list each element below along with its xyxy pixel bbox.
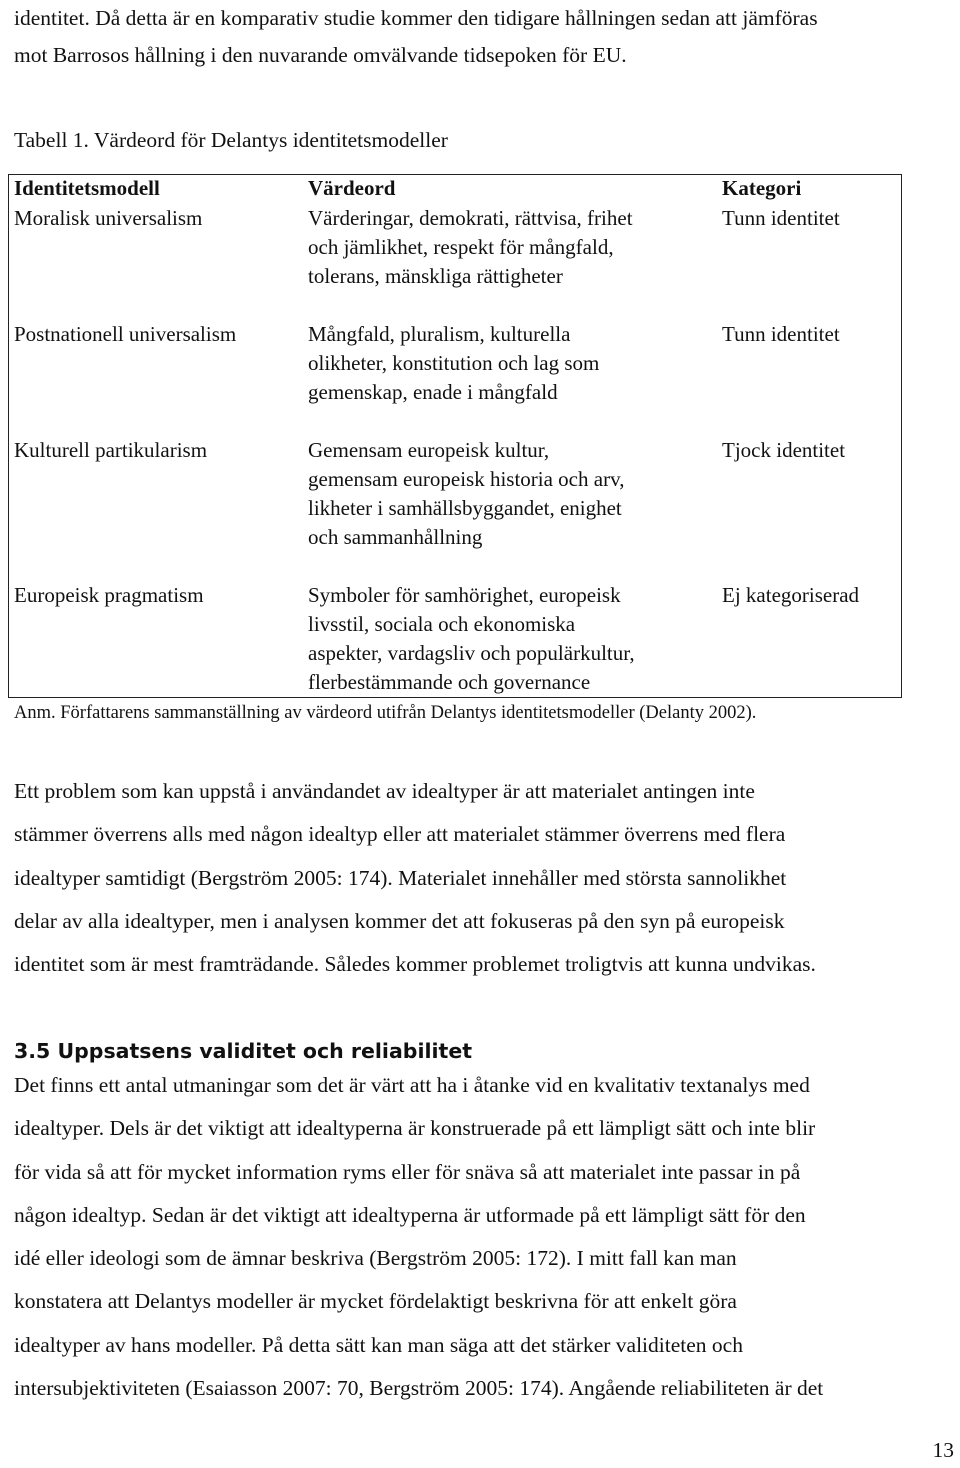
identity-models-table [8,174,902,697]
cell-model: Kulturell partikularism [14,438,208,462]
text-line: identitet. Då detta är en komparativ studie kommer den tidigare hållningen sedan att jämföras [14,6,818,30]
header-identitetsmodell: Identitetsmodell [14,176,160,200]
text-line: intersubjektiviteten (Esaiasson 2007: 70, Bergström 2005: 174). Angående reliabiliteten är det [14,1376,824,1401]
table-caption: Tabell 1. Värdeord för Delantys identitetsmodeller [14,128,448,152]
body-paragraph [14,1064,954,1410]
intro-paragraph [14,0,954,74]
text-line: Ett problem som kan uppstå i användandet av idealtyper är att materialet antingen inte [14,779,755,803]
header-kategori: Kategori [722,176,802,200]
table-row [8,320,902,436]
cell-values [302,581,712,697]
values-text: Mångfald, pluralism, kulturella olikheter, konstitution och lag som gemenskap, enade i mångfald [308,322,600,404]
section-heading: 3.5 Uppsatsens validitet och reliabilitet [14,1039,473,1063]
cell-values [302,320,712,436]
cell-category: Tjock identitet [722,438,846,462]
text-line: mot Barrosos hållning i den nuvarande omvälvande tidsepoken för EU. [14,43,627,67]
text-line: Det finns ett antal utmaningar som det är värt att ha i åtanke vid en kvalitativ textanalys med [14,1073,810,1097]
text-line: idealtyper. Dels är det viktigt att idealtyperna är konstruerade på ett lämpligt sätt och inte blir [14,1116,816,1141]
body-paragraph [14,770,954,986]
cell-values [302,436,712,581]
table-row [8,204,902,320]
text-line: för vida så att för mycket information ryms eller för snäva så att materialet inte passar in på [14,1159,801,1184]
cell-model: Moralisk universalism [14,206,203,230]
text-line: delar av alla idealtyper, men i analysen kommer det att fokuseras på den syn på europeisk [14,908,785,933]
text-line: idealtyper samtidigt (Bergström 2005: 174). Materialet innehåller med största sannolikhet [14,865,787,890]
table-header-row [8,174,902,204]
text-line: idé eller ideologi som de ämnar beskriva (Bergström 2005: 172). I mitt fall kan man [14,1246,737,1271]
table-note: Anm. Författarens sammanställning av värdeord utifrån Delantys identitetsmodeller (Delanty 2002). [14,703,757,723]
table-row [8,581,902,697]
cell-category: Tunn identitet [722,206,840,230]
cell-model: Postnationell universalism [14,322,237,346]
values-text: Symboler för samhörighet, europeisk livsstil, sociala och ekonomiska aspekter, vardagsliv och populärkultur, flerbestämmande och governance [308,583,635,694]
text-line: stämmer överrens alls med någon idealtyp eller att materialet stämmer överrens med flera [14,822,786,847]
cell-values [302,204,712,320]
header-vardeord: Värdeord [308,176,396,200]
text-line: idealtyper av hans modeller. På detta sätt kan man säga att det stärker validiteten och [14,1332,743,1357]
text-line: identitet som är mest framträdande. Således kommer problemet troligtvis att kunna undvikas. [14,952,816,977]
text-line: konstatera att Delantys modeller är mycket fördelaktigt beskrivna för att enkelt göra [14,1289,737,1314]
table-row [8,436,902,581]
cell-category: Ej kategoriserad [722,583,860,607]
values-text: Gemensam europeisk kultur, gemensam europeisk historia och arv, likheter i samhällsbyggandet, enighet och sammanhållning [308,438,625,549]
page-number: 13 [932,1438,954,1462]
values-text: Värderingar, demokrati, rättvisa, frihet och jämlikhet, respekt för mångfald, tolerans, mänskliga rättigheter [308,206,633,288]
cell-model: Europeisk pragmatism [14,583,204,607]
cell-category: Tunn identitet [722,322,840,346]
text-line: någon idealtyp. Sedan är det viktigt att idealtyperna är utformade på ett lämpligt sätt för den [14,1202,806,1227]
